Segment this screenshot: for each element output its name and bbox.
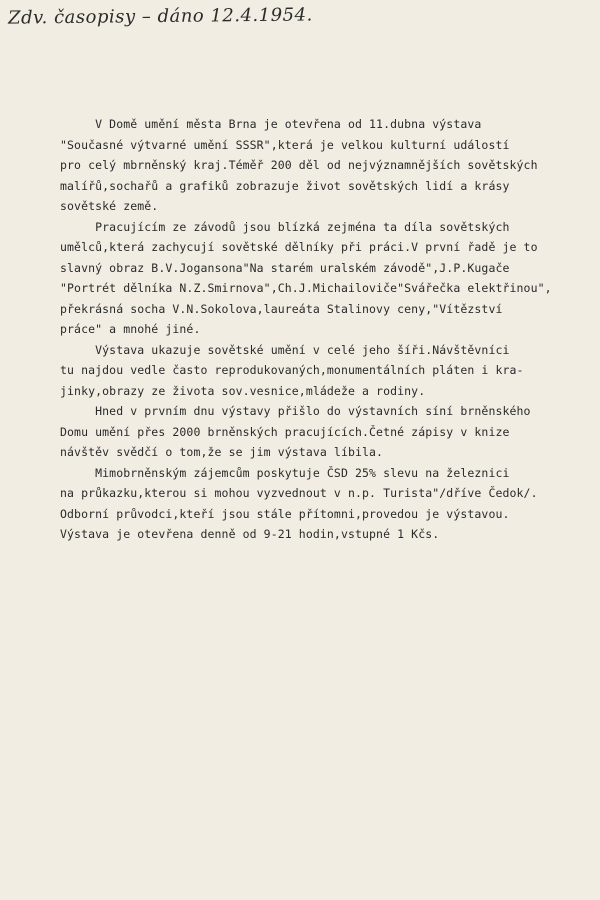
text-line: Mimobrněnským zájemcům poskytuje ČSD 25% slevu na železnici (60, 465, 510, 480)
text-line: slavný obraz B.V.Jogansona"Na starém uralském závodě",J.P.Kugače (60, 260, 510, 275)
text-line: návštěv svědčí o tom,že se jim výstava líbila. (60, 445, 384, 459)
text-line: Výstava ukazuje sovětské umění v celé jeho šíři.Návštěvníci (60, 342, 510, 357)
text-line: Pracujícím ze závodů jsou blízká zejména ta díla sovětských (60, 219, 510, 234)
text-line: pro celý mbrněnský kraj.Téměř 200 děl od nejvýznamnějších sovětských (60, 158, 538, 172)
typewritten-text (60, 114, 590, 545)
text-line: Domu umění přes 2000 brněnských pracujících.Četné zápisy v knize (60, 424, 510, 439)
text-line: "Současné výtvarné umění SSSR",která je velkou kulturní událostí (60, 137, 510, 152)
text-line: Výstava je otevřena denně od 9-21 hodin,vstupné 1 Kčs. (60, 527, 440, 541)
text-line: Hned v prvním dnu výstavy přišlo do výstavních síní brněnského (60, 404, 531, 418)
text-line: tu najdou vedle často reprodukovaných,monumentálních pláten i kra- (60, 363, 524, 377)
handwritten-note: Zdv. časopisy – dáno 12.4.1954. (7, 4, 313, 29)
text-line: sovětské země. (60, 199, 159, 213)
text-line: překrásná socha V.N.Sokolova,laureáta Stalinovy ceny,"Vítězství (60, 301, 503, 316)
text-line: práce" a mnohé jiné. (60, 322, 201, 336)
text-line: umělců,která zachycují sovětské dělníky při práci.V první řadě je to (60, 240, 538, 254)
text-line: jinky,obrazy ze života sov.vesnice,mládeže a rodiny. (60, 383, 426, 398)
text-line: na průkazku,kterou si mohou vyzvednout v n.p. Turista"/dříve Čedok/. (60, 486, 538, 500)
text-line: "Portrét dělníka N.Z.Smirnova",Ch.J.Michailoviče"Svářečka elektřinou", (60, 281, 552, 295)
text-line: V Domě umění města Brna je otevřena od 11.dubna výstava (60, 117, 482, 131)
text-line: Odborní průvodci,kteří jsou stále přítomni,provedou je výstavou. (60, 506, 510, 521)
text-line: malířů,sochařů a grafiků zobrazuje život sovětských lidí a krásy (60, 178, 510, 193)
